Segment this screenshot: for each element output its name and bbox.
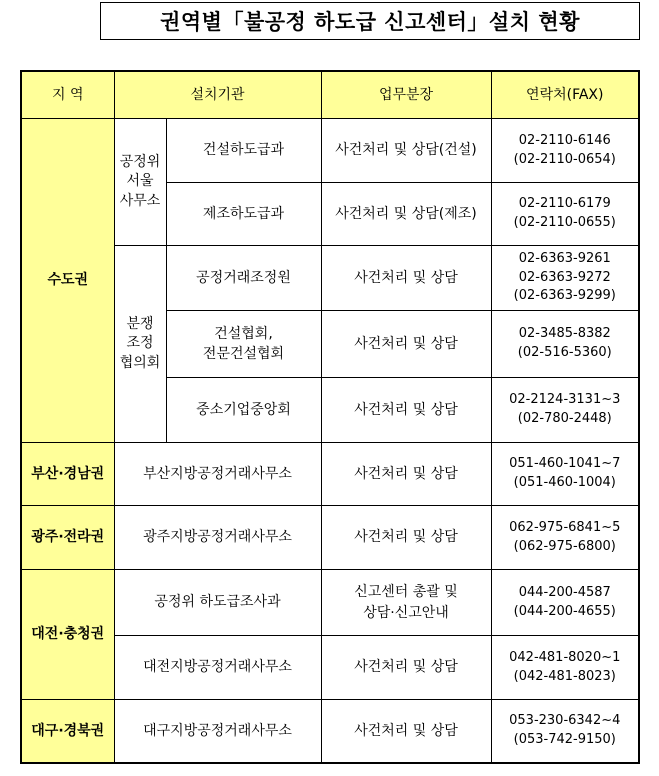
- table-row: [21, 700, 639, 763]
- header-row: [21, 71, 639, 119]
- duty-cell: 신고센터 총괄 및 상담·신고안내: [321, 570, 491, 636]
- org-cell: 공정위 하도급조사과: [114, 570, 321, 636]
- contact-cell: 02-2110-6146 (02-2110-0654): [491, 119, 639, 183]
- table-row: [21, 246, 639, 311]
- header-region: 지 역: [21, 71, 114, 119]
- duty-cell: 사건처리 및 상담: [321, 378, 491, 443]
- duty-cell: 사건처리 및 상담(건설): [321, 119, 491, 183]
- page-title: 권역별「불공정 하도급 신고센터」설치 현황: [100, 2, 640, 40]
- org-cell: 제조하도급과: [166, 183, 321, 246]
- contact-cell: 02-2124-3131~3 (02-780-2448): [491, 378, 639, 443]
- contact-cell: 044-200-4587 (044-200-4655): [491, 570, 639, 636]
- duty-cell: 사건처리 및 상담(제조): [321, 183, 491, 246]
- contact-cell: 02-2110-6179 (02-2110-0655): [491, 183, 639, 246]
- region-cell-daegu: 대구·경북권: [21, 700, 114, 763]
- contact-cell: 02-6363-9261 02-6363-9272 (02-6363-9299): [491, 246, 639, 311]
- group-seoul-office: [114, 119, 166, 246]
- group-line: 분쟁: [126, 315, 154, 332]
- group-line: 사무소: [119, 192, 161, 209]
- region-cell-gwangju: 광주·전라권: [21, 506, 114, 570]
- duty-cell: 사건처리 및 상담: [321, 311, 491, 378]
- org-cell: 건설협회, 전문건설협회: [166, 311, 321, 378]
- group-mediation: [114, 246, 166, 443]
- region-cell-capital: 수도권: [21, 119, 114, 443]
- header-contact: 연락처(FAX): [491, 71, 639, 119]
- org-cell: 대전지방공정거래사무소: [114, 636, 321, 700]
- duty-cell: 사건처리 및 상담: [321, 700, 491, 763]
- org-cell: 중소기업중앙회: [166, 378, 321, 443]
- duty-cell: 사건처리 및 상담: [321, 636, 491, 700]
- header-institution: 설치기관: [114, 71, 321, 119]
- contact-cell: 051-460-1041~7 (051-460-1004): [491, 443, 639, 506]
- duty-cell: 사건처리 및 상담: [321, 506, 491, 570]
- group-line: 서울: [126, 173, 154, 190]
- org-cell: 광주지방공정거래사무소: [114, 506, 321, 570]
- group-line: 협의회: [119, 354, 161, 371]
- group-line: 조정: [126, 335, 154, 352]
- table-row: [21, 443, 639, 506]
- org-cell: 대구지방공정거래사무소: [114, 700, 321, 763]
- contact-cell: 053-230-6342~4 (053-742-9150): [491, 700, 639, 763]
- group-line: 공정위: [119, 153, 161, 170]
- duty-cell: 사건처리 및 상담: [321, 443, 491, 506]
- org-cell: 건설하도급과: [166, 119, 321, 183]
- table-row: [21, 119, 639, 183]
- contact-cell: 042-481-8020~1 (042-481-8023): [491, 636, 639, 700]
- org-cell: 공정거래조정원: [166, 246, 321, 311]
- region-cell-busan: 부산·경남권: [21, 443, 114, 506]
- contact-cell: 02-3485-8382 (02-516-5360): [491, 311, 639, 378]
- header-duty: 업무분장: [321, 71, 491, 119]
- table-row: [21, 570, 639, 636]
- region-cell-daejeon: 대전·충청권: [21, 570, 114, 700]
- center-table: [20, 70, 640, 764]
- table-row: [21, 636, 639, 700]
- duty-cell: 사건처리 및 상담: [321, 246, 491, 311]
- org-cell: 부산지방공정거래사무소: [114, 443, 321, 506]
- table-row: [21, 506, 639, 570]
- contact-cell: 062-975-6841~5 (062-975-6800): [491, 506, 639, 570]
